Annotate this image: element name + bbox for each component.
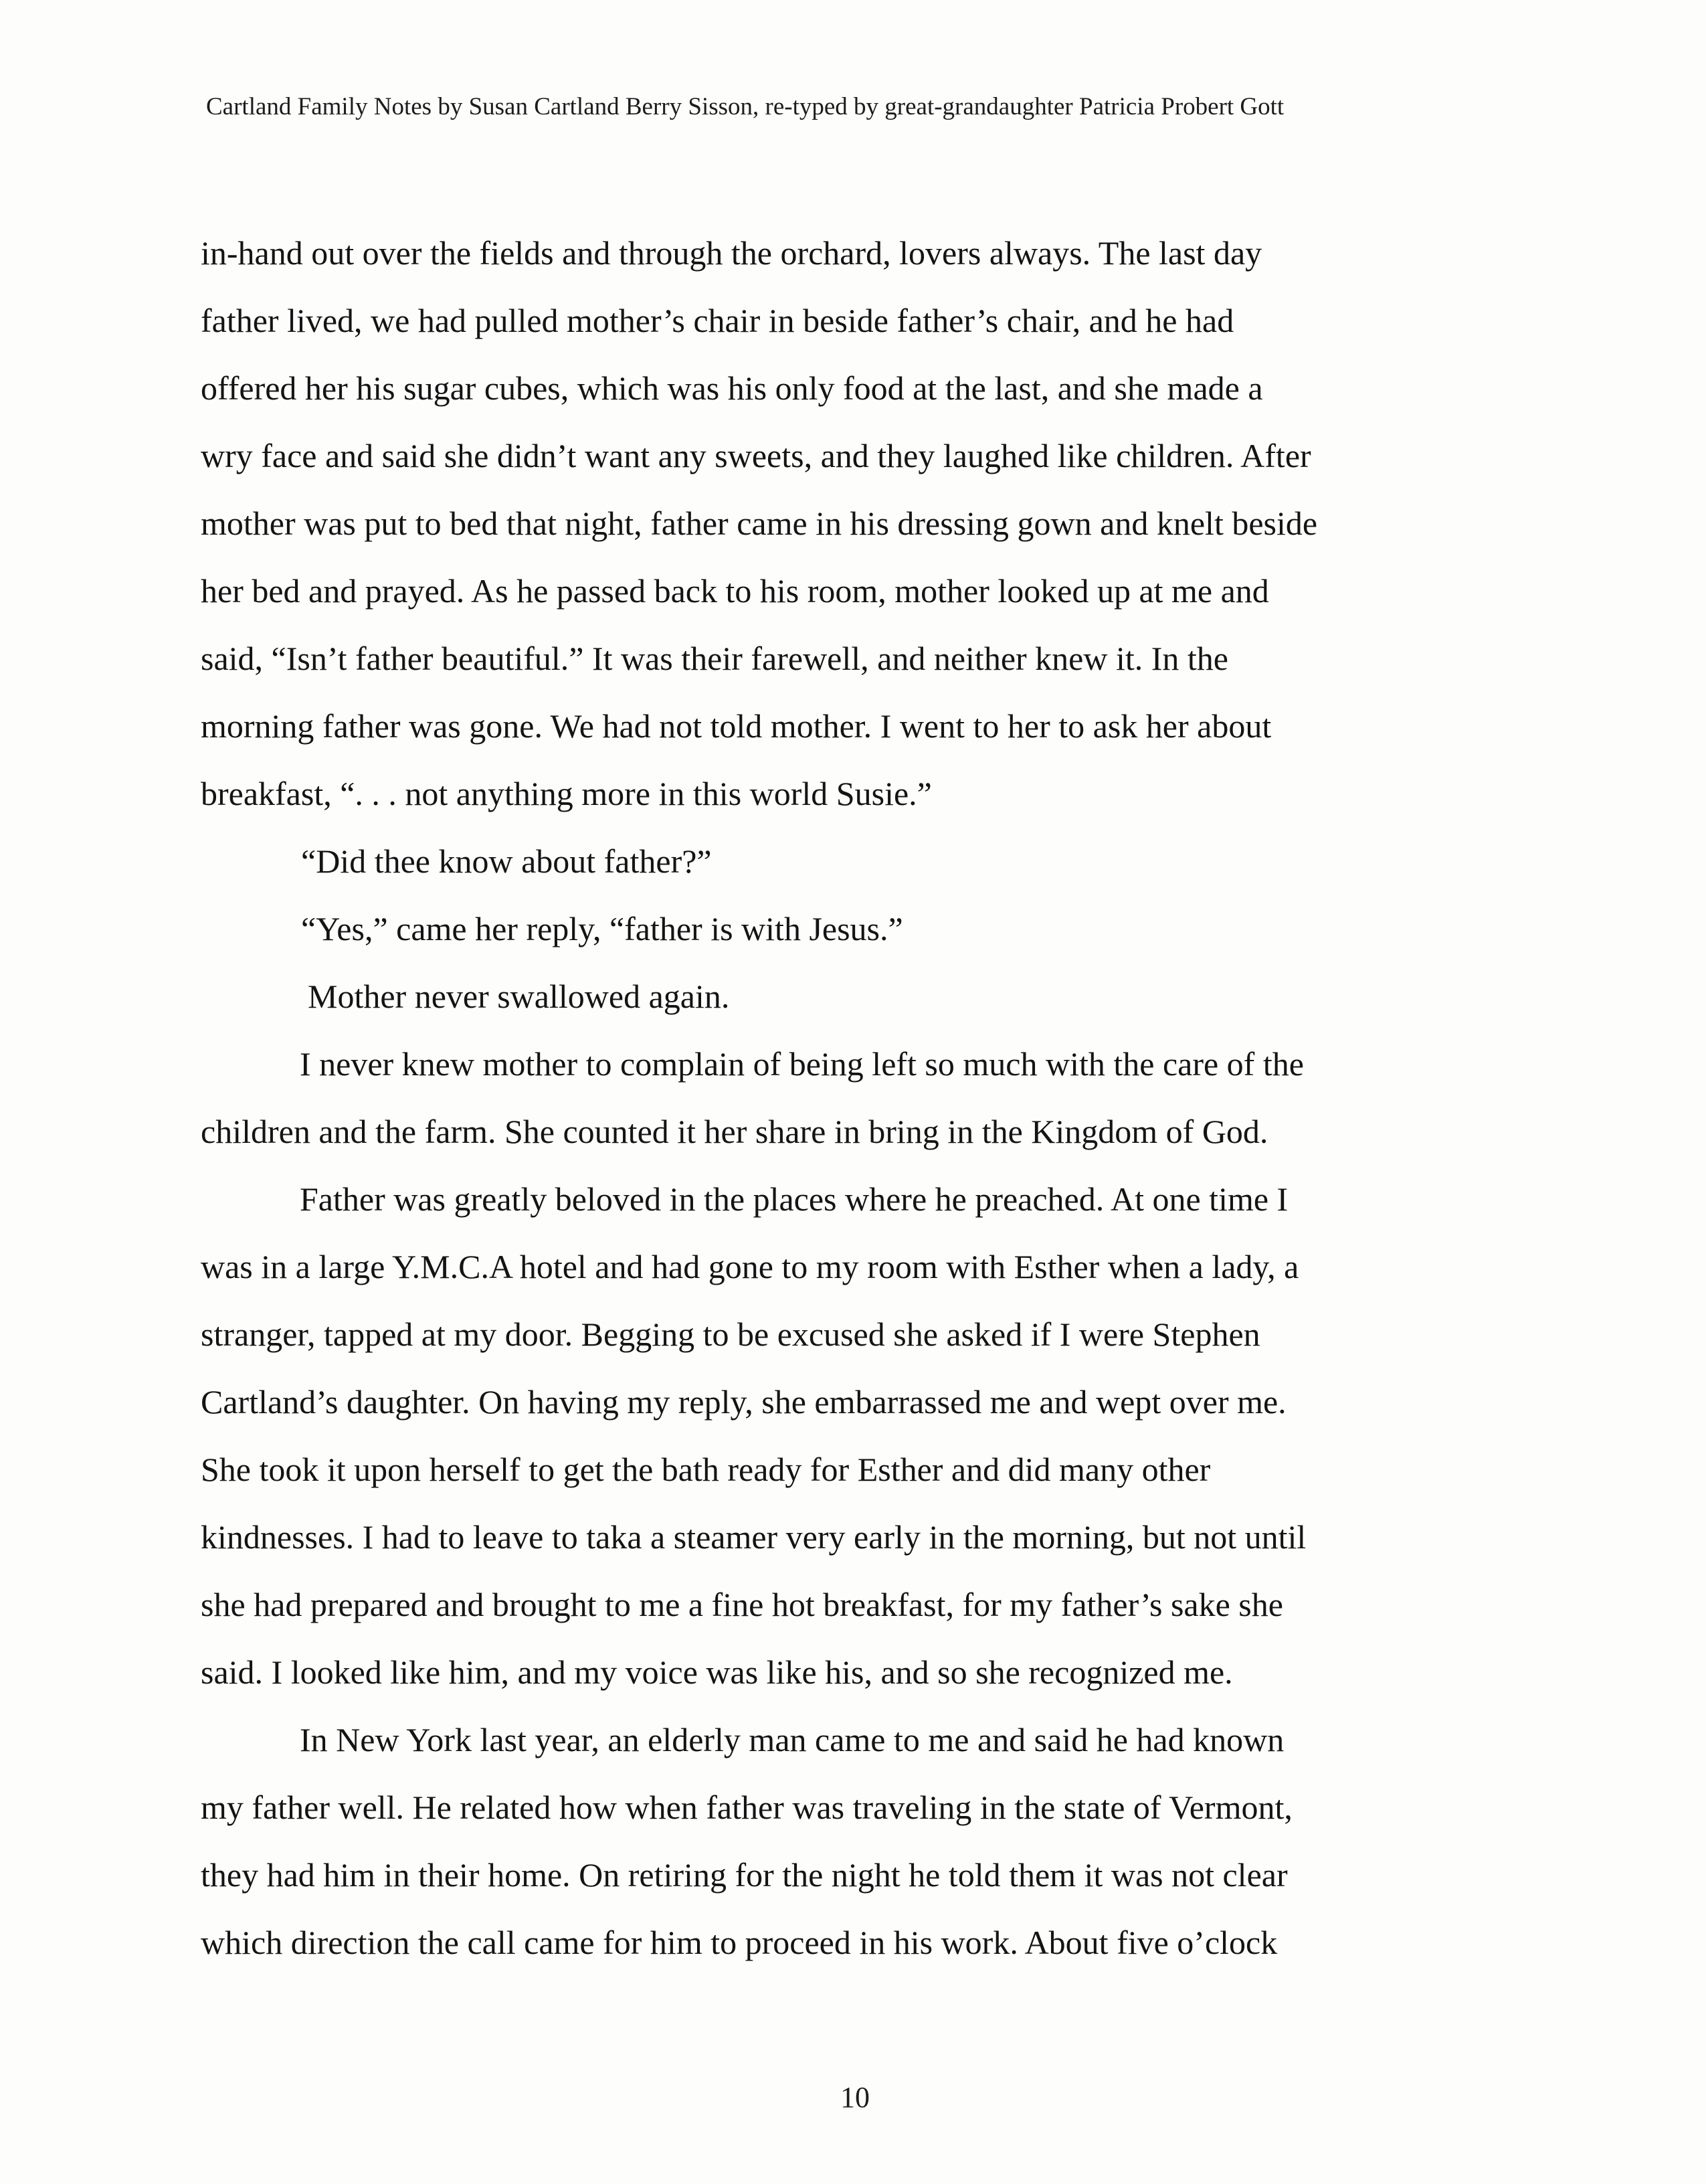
dialogue-line: “Did thee know about father?” <box>301 842 712 880</box>
text-line: was in a large Y.M.C.A hotel and had gone to my room with Esther when a lady, a <box>201 1248 1299 1285</box>
text-line: morning father was gone. We had not told mother. I went to her to ask her about <box>201 707 1272 745</box>
text-line: said, “Isn’t father beautiful.” It was their farewell, and neither knew it. In the <box>201 640 1228 677</box>
running-header: Cartland Family Notes by Susan Cartland Berry Sisson, re-typed by great-grandaughter Patricia Probert Gott <box>206 93 1285 120</box>
text-line: mother was put to bed that night, father came in his dressing gown and knelt beside <box>201 505 1318 542</box>
text-line: Cartland’s daughter. On having my reply, she embarrassed me and wept over me. <box>201 1383 1287 1421</box>
text-line: offered her his sugar cubes, which was his only food at the last, and she made a <box>201 369 1263 407</box>
text-line: children and the farm. She counted it her share in bring in the Kingdom of God. <box>201 1113 1268 1150</box>
text-line: her bed and prayed. As he passed back to his room, mother looked up at me and <box>201 572 1269 610</box>
text-line: wry face and said she didn’t want any sweets, and they laughed like children. After <box>201 437 1311 474</box>
text-line: breakfast, “. . . not anything more in this world Susie.” <box>201 775 932 812</box>
paragraph-start-line: In New York last year, an elderly man came to me and said he had known <box>300 1721 1285 1758</box>
text-line: in-hand out over the fields and through the orchard, lovers always. The last day <box>201 234 1262 272</box>
paragraph-start-line: I never knew mother to complain of being left so much with the care of the <box>300 1045 1304 1083</box>
text-line: my father well. He related how when father was traveling in the state of Vermont, <box>201 1789 1293 1826</box>
text-line: kindnesses. I had to leave to taka a steamer very early in the morning, but not until <box>201 1518 1307 1556</box>
text-line: stranger, tapped at my door. Begging to be excused she asked if I were Stephen <box>201 1315 1260 1353</box>
paragraph-start-line: Father was greatly beloved in the places where he preached. At one time I <box>300 1180 1289 1218</box>
text-line: said. I looked like him, and my voice was like his, and so she recognized me. <box>201 1653 1233 1691</box>
page-number: 10 <box>840 2081 870 2114</box>
text-line: she had prepared and brought to me a fine hot breakfast, for my father’s sake she <box>201 1586 1283 1623</box>
body-text <box>201 219 1512 1977</box>
dialogue-line: “Yes,” came her reply, “father is with Jesus.” <box>301 910 903 947</box>
text-line: father lived, we had pulled mother’s chair in beside father’s chair, and he had <box>201 302 1234 339</box>
text-line: Mother never swallowed again. <box>308 978 730 1015</box>
text-line: which direction the call came for him to proceed in his work. About five o’clock <box>201 1924 1278 1961</box>
text-line: She took it upon herself to get the bath ready for Esther and did many other <box>201 1451 1211 1488</box>
text-line: they had him in their home. On retiring for the night he told them it was not clear <box>201 1856 1288 1894</box>
